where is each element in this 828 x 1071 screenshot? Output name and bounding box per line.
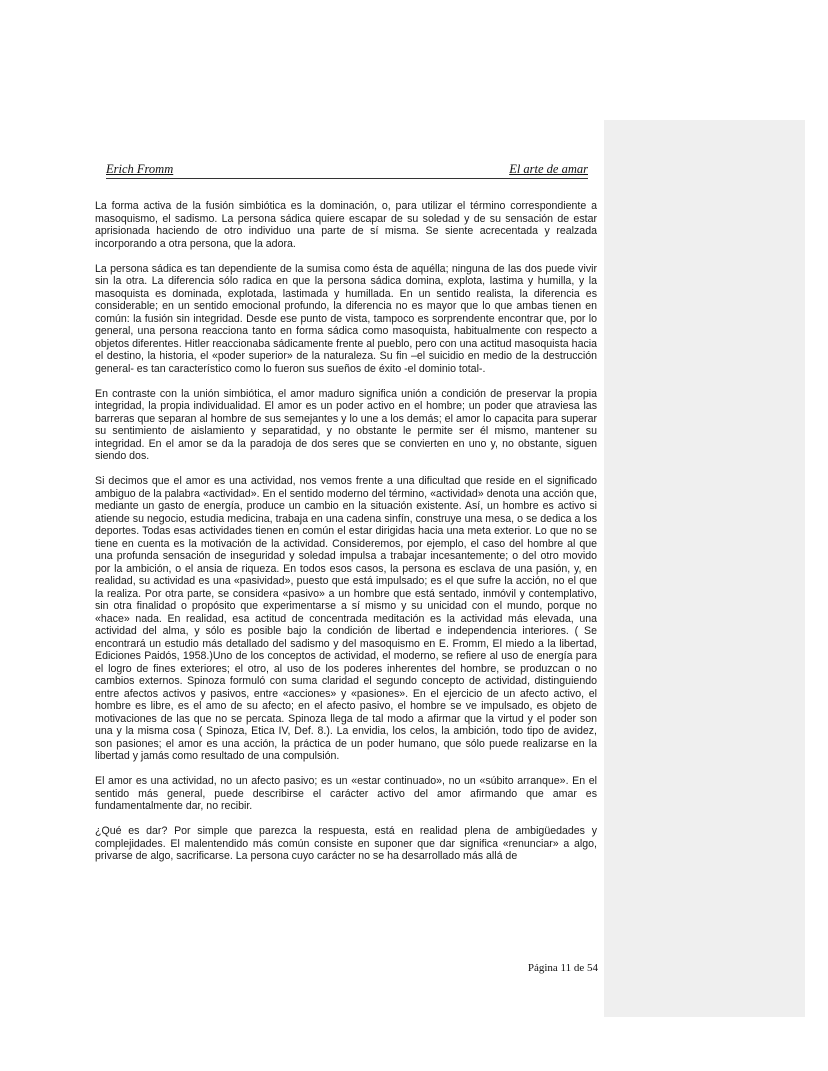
paragraph: El amor es una actividad, no un afecto pasivo; es un «estar continuado», no un «súbito arranque». En el sentido más general, puede describirse el carácter activo del amor afirmando que amar es fundamentalmente dar, no recibir. (95, 775, 597, 812)
paragraph: Si decimos que el amor es una actividad, nos vemos frente a una dificultad que reside en el significado ambiguo de la palabra «actividad». En el sentido moderno del término, «actividad» denota una acción que, mediante un gasto de energía, produce un cambio en la situación existente. Así, un hombre es activo si atiende su negocio, estudia medicina, trabaja en una cadena sinfín, construye una mesa, o se dedica a los deportes. Todas esas actividades tienen en común el estar dirigidas hacia una meta exterior. Lo que no se tiene en cuenta es la motivación de la actividad. Consideremos, por ejemplo, el caso del hombre al que una profunda sensación de inseguridad y soledad impulsa a trabajar incesantemente; o del otro movido por la ambición, o el ansia de riqueza. En todos esos casos, la persona es esclava de una pasión, y, en realidad, su actividad es una «pasividad», puesto que está impulsado; es el que sufre la acción, no el que la realiza. Por otra parte, se considera «pasivo» a un hombre que está sentado, inmóvil y contemplativo, sin otra finalidad o propósito que experimentarse a sí mismo y su unicidad con el mundo, porque no «hace» nada. En realidad, esa actitud de concentrada meditación es la actividad más elevada, una actividad del alma, y sólo es posible bajo la condición de libertad e independencia interiores. ( Se encontrará un estudio más detallado del sadismo y del masoquismo en E. Fromm, El miedo a la libertad, Ediciones Paidós, 1958.)Uno de los conceptos de actividad, el moderno, se refiere al uso de energía para el logro de fines exteriores; el otro, al uso de los poderes inherentes del hombre, se produzcan o no cambios externos. Spinoza formuló con suma claridad el segundo concepto de actividad, distinguiendo entre afectos activos y pasivos, entre «acciones» y «pasiones». En el ejercicio de un afecto activo, el hombre es libre, es el amo de su afecto; en el afecto pasivo, el hombre se ve impulsado, es objeto de motivaciones de las que no se percata. Spinoza llega de tal modo a afirmar que la virtud y el poder son una y la misma cosa ( Spinoza, Etica IV, Def. 8.). La envidia, los celos, la ambición, todo tipo de avidez, son pasiones; el amor es una acción, la práctica de un poder humano, que sólo puede realizarse en la libertad y jamás como resultado de una compulsión. (95, 475, 597, 762)
comment-margin-pane (604, 120, 805, 1017)
paragraph: La persona sádica es tan dependiente de la sumisa como ésta de aquélla; ninguna de las dos puede vivir sin la otra. La diferencia sólo radica en que la persona sádica domina, explota, lastima y humilla, y la masoquista es dominada, explotada, lastimada y humillada. En un sentido realista, la diferencia es considerable; en un sentido emocional profundo, la diferencia no es mayor que lo que ambas tienen en común: la fusión sin integridad. Desde ese punto de vista, tampoco es sorprendente encontrar que, por lo general, una persona reacciona tanto en forma sádica como masoquista, habitualmente con respecto a objetos diferentes. Hitler reaccionaba sádicamente frente al pueblo, pero con una actitud masoquista hacia el destino, la historia, el «poder superior» de la naturaleza. Su fin –el suicidio en medio de la destrucción general- es tan característico como lo fueron sus sueños de éxito -el dominio total-. (95, 262, 597, 375)
body-text (95, 200, 597, 875)
paragraph: En contraste con la unión simbiótica, el amor maduro significa unión a condición de preservar la propia integridad, la propia individualidad. El amor es un poder activo en el hombre; un poder que atraviesa las barreras que separan al hombre de sus semejantes y lo une a los demás; el amor lo capacita para superar su sentimiento de aislamiento y separatidad, y no obstante le permite ser él mismo, mantener su integridad. En el amor se da la paradoja de dos seres que se convierten en uno y, no obstante, siguen siendo dos. (95, 387, 597, 462)
paragraph: La forma activa de la fusión simbiótica es la dominación, o, para utilizar el término correspondiente a masoquismo, el sadismo. La persona sádica quiere escapar de su soledad y de su sensación de estar aprisionada haciendo de otro individuo una parte de sí misma. Se siente acrecentada y realzada incorporando a otra persona, que la adora. (95, 200, 597, 250)
page-number: Página 11 de 54 (527, 962, 598, 974)
header-author: Erich Fromm (106, 162, 174, 176)
page-header (106, 160, 588, 179)
header-book-title: El arte de amar (509, 162, 588, 176)
paragraph: ¿Qué es dar? Por simple que parezca la respuesta, está en realidad plena de ambigüedades y complejidades. El malentendido más común consiste en suponer que dar significa «renunciar» a algo, privarse de algo, sacrificarse. La persona cuyo carácter no se ha desarrollado más allá de (95, 825, 597, 862)
